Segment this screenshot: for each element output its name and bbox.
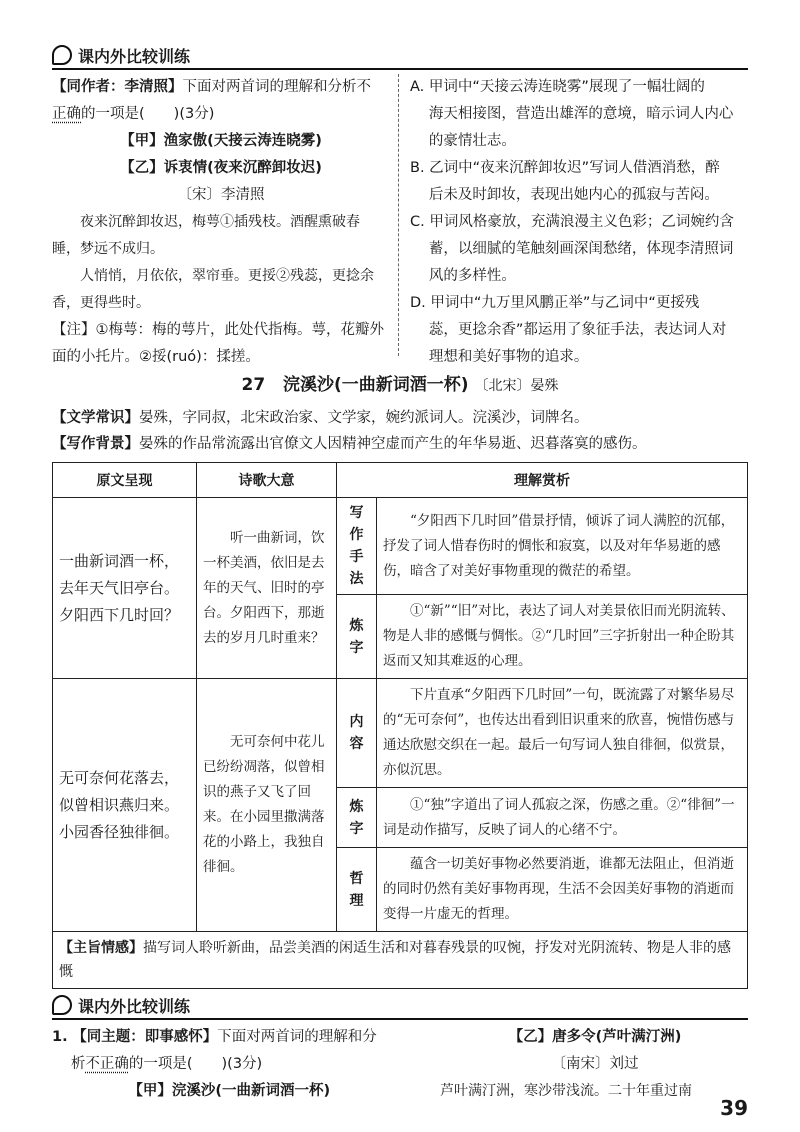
table-header: 原文呈现: [53, 463, 197, 498]
analysis-text: ①“新”“旧”对比，表达了词人对美景依旧而光阴流转、物是人非的感慨与惆怅。②“几时回”三字折射出一种企盼其返而又知其难返的心理。: [377, 595, 748, 679]
page-number: 39: [720, 1096, 748, 1120]
section-header-label: 课内外比较训练: [78, 46, 191, 66]
question-1-stem-cont: 析不正确的一项是( )(3分): [70, 1056, 263, 1072]
section-logo-icon: [52, 45, 72, 65]
table-header: 诗歌大意: [197, 463, 337, 498]
meaning-text: 听一曲新词，饮一杯美酒，依旧是去年的天气、旧时的亭台。夕阳西下，那逝去的岁月几时重来？: [197, 498, 337, 679]
writing-background: 【写作背景】晏殊的作品常流露出官僚文人因精神空虚而产生的年华易逝、迟暮落寞的感伤。: [52, 436, 647, 452]
option-line: C. 甲词风格豪放，充满浪漫主义色彩；乙词婉约含: [410, 214, 734, 230]
question-1-poem-b-title: 【乙】唐多令(芦叶满汀洲): [508, 1029, 682, 1045]
analysis-text: “夕阳西下几时回”借景抒情，倾诉了词人满腔的沉郁，抒发了词人惜春伤时的惆怅和寂寞，以及对年华易逝的感伤，暗含了对美好事物重现的微茫的希望。: [377, 498, 748, 595]
option-line: 后未及时卸妆，表现出她内心的孤寂与苦闷。: [428, 187, 719, 203]
analysis-tag: 炼字: [337, 595, 377, 679]
meaning-text: 无可奈何中花儿已纷纷凋落，似曾相识的燕子又飞了回来。在小园里撒满落花的小路上，我独自徘徊。: [197, 679, 337, 932]
question-1-right: [440, 1024, 750, 1105]
analysis-text: ①“独”字道出了词人孤寂之深，伤感之重。②“徘徊”一词是动作描写，反映了词人的心绪不宁。: [377, 788, 748, 848]
literary-knowledge: 【文学常识】晏殊，字同叔，北宋政治家、文学家，婉约派词人。浣溪沙，词牌名。: [52, 410, 589, 426]
lesson-title: 27 浣溪沙(一曲新词酒一杯) 〔北宋〕晏殊: [241, 375, 559, 395]
poem-b-line: 夜来沉醉卸妆迟，梅萼①插残枝。酒醒熏破春: [80, 214, 360, 230]
section-logo-icon: [52, 995, 72, 1015]
prev-question-left: [52, 74, 390, 371]
poem-note: 面的小托片。②挼(ruó)：揉搓。: [52, 349, 260, 365]
question-1-poem-b-line: 芦叶满汀洲，寒沙带浅流。二十年重过南: [440, 1083, 692, 1099]
poem-b-title: 【乙】诉衷情(夜来沉醉卸妆迟): [120, 160, 322, 176]
column-divider: [398, 74, 399, 356]
poem-b-line: 人悄悄，月依依，翠帘垂。更挼②残蕊，更捻余: [80, 268, 374, 284]
question-1-stem: 1. 【同主题：即事感怀】下面对两首词的理解和分: [52, 1029, 377, 1045]
poem-b-line: 香，更得些时。: [52, 295, 150, 311]
analysis-tag: 哲理: [337, 848, 377, 932]
option-line: 理想和美好事物的追求。: [428, 349, 589, 365]
table-header: 理解赏析: [337, 463, 748, 498]
analysis-tag: 内容: [337, 679, 377, 788]
option-line: 蓄，以细腻的笔触刻画深闺愁绪，体现李清照词: [428, 241, 734, 257]
original-text: 无可奈何花落去， 似曾相识燕归来。 小园香径独徘徊。: [53, 679, 197, 932]
question-1-poem-b-author: 〔南宋〕刘过: [551, 1056, 639, 1072]
analysis-text: 下片直承“夕阳西下几时回”一句，既流露了对繁华易尽的“无可奈何”，也传达出看到旧识重来的欣喜，惋惜伤感与通达欣慰交织在一起。最后一句写词人独自徘徊，似赏景，亦似沉思。: [377, 679, 748, 788]
section-header-bottom: [52, 990, 748, 1020]
option-line: D. 甲词中“九万里风鹏正举”与乙词中“更挼残: [410, 295, 700, 311]
prev-question-options: [410, 74, 750, 371]
theme-row: [53, 932, 748, 989]
poem-note: 【注】①梅萼：梅的萼片，此处代指梅。萼，花瓣外: [52, 322, 384, 338]
question-1-poem-a: 【甲】浣溪沙(一曲新词酒一杯): [128, 1083, 331, 1099]
original-text: 一曲新词酒一杯， 去年天气旧亭台。 夕阳西下几时回？: [53, 498, 197, 679]
table-header-row: [53, 463, 748, 498]
poem-b-author: 〔宋〕李清照: [177, 187, 265, 203]
option-line: 风的多样性。: [428, 268, 516, 284]
theme-summary: 【主旨情感】描写词人聆听新曲，品尝美酒的闲适生活和对暮春残景的叹惋，抒发对光阴流转、物是人非的感慨: [53, 932, 748, 989]
question-1-left: [52, 1024, 392, 1105]
section-header-label: 课内外比较训练: [78, 996, 191, 1016]
option-line: 蕊，更捻余香”都运用了象征手法，表达词人对: [428, 322, 727, 338]
option-line: 海天相接图，营造出雄浑的意境，暗示词人内心: [428, 106, 734, 122]
poem-b-line: 睡，梦远不成归。: [52, 241, 164, 257]
section-header-top: [52, 40, 748, 70]
prev-question-stem: 【同作者：李清照】下面对两首词的理解和分析不 正确的一项是( )(3分): [52, 79, 371, 122]
table-row: [53, 679, 748, 788]
option-line: A. 甲词中“天接云涛连晓雾”展现了一幅壮阔的: [410, 79, 705, 95]
option-line: B. 乙词中“夜来沉醉卸妆迟”写词人借酒消愁，醉: [410, 160, 720, 176]
analysis-tag: 写作手法: [337, 498, 377, 595]
poem-a-title: 【甲】渔家傲(天接云涛连晓雾): [120, 133, 322, 149]
analysis-tag: 炼字: [337, 788, 377, 848]
analysis-table: [52, 462, 748, 989]
option-line: 的豪情壮志。: [428, 133, 516, 149]
table-row: [53, 498, 748, 595]
analysis-text: 蕴含一切美好事物必然要消逝，谁都无法阻止，但消逝的同时仍然有美好事物再现，生活不会因美好事物的消逝而变得一片虚无的哲理。: [377, 848, 748, 932]
